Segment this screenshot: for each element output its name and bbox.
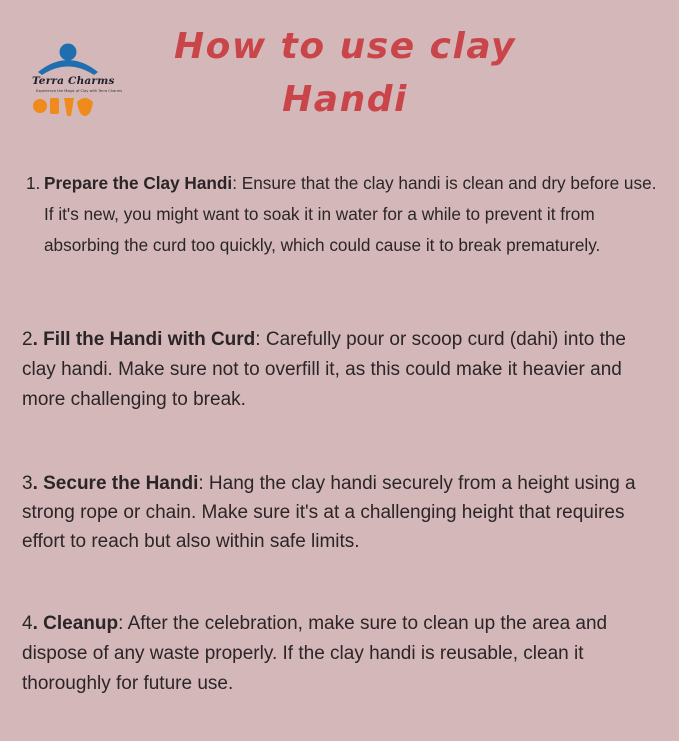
logo-brand-name: Terra Charms: [32, 75, 115, 87]
step-4-number: 4: [22, 613, 33, 634]
page-title: [130, 20, 560, 126]
step-4-text: : After the celebration, make sure to clean up the area and dispose of any waste properly. If the clay handi is reusable, clean it thoroughly for future use.: [22, 613, 608, 694]
step-1-number: 1.: [26, 173, 41, 193]
step-1-text: : Ensure that the clay handi is clean and dry before use. If it's new, you might want to soak it in water for a while to prevent it from absorbing the curd too quickly, which could cause it to break prematurely.: [44, 173, 657, 255]
step-3-heading: . Secure the Handi: [32, 473, 199, 494]
step-1-paragraph: [26, 168, 666, 261]
step-2-paragraph: [22, 325, 662, 415]
step-4-paragraph: [22, 609, 662, 699]
step-3-paragraph: [22, 469, 662, 556]
step-3-text: : Hang the clay handi securely from a height using a strong rope or chain. Make sure it's at a challenging height that requires effort to reach but also within safe limits.: [22, 473, 636, 552]
step-3-number: 3: [22, 473, 33, 494]
step-2-number: 2: [22, 329, 33, 350]
page-title-line-1: How to use clay: [174, 26, 516, 67]
terra-charms-logo: [30, 42, 123, 122]
step-4-heading: . Cleanup: [32, 613, 119, 634]
step-1-heading: Prepare the Clay Handi: [44, 173, 233, 193]
step-2-text: : Carefully pour or scoop curd (dahi) into the clay handi. Make sure not to overfill it, as this could make it heavier and more challenging to break.: [22, 329, 626, 410]
page-title-line-2: Handi: [282, 79, 408, 120]
logo-tagline: Experience the Magic of Clay with Terra Charms: [36, 89, 123, 93]
step-2-heading: . Fill the Handi with Curd: [32, 329, 256, 350]
